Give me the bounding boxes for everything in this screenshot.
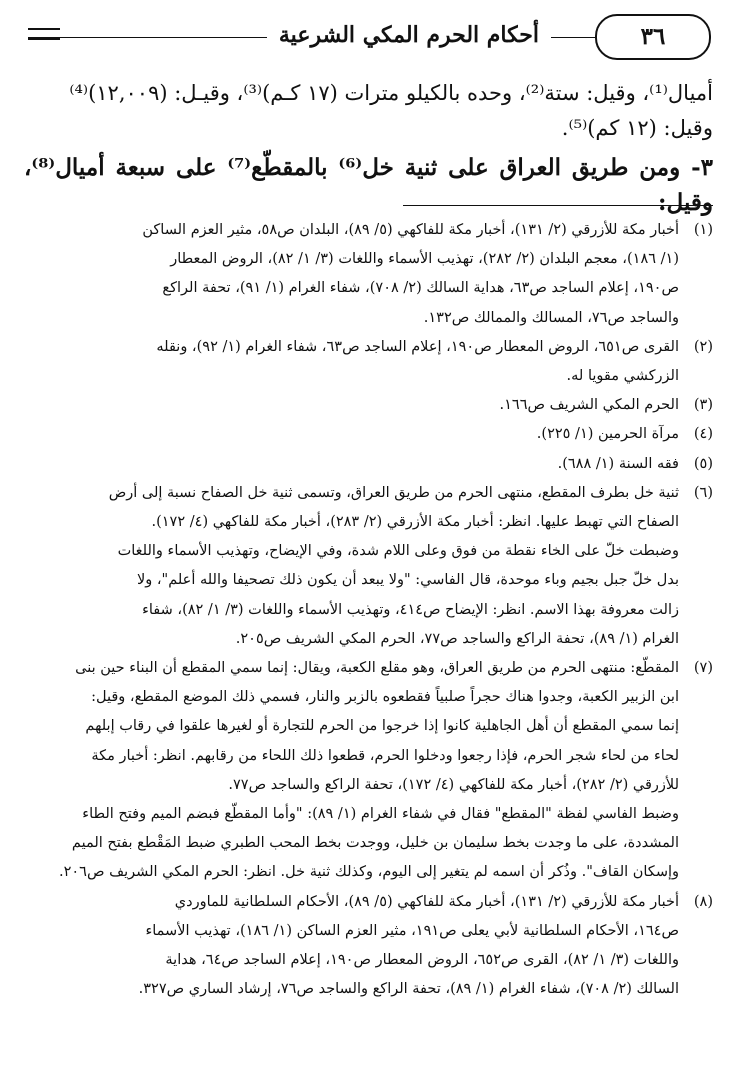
- footnote-line: (١/ ١٨٦)، معجم البلدان (٢/ ٢٨٢)، تهذيب الأسماء واللغات (٣/ ١/ ٨٢)، الروض المعطار: [170, 251, 679, 268]
- footnote-line: الحرم المكي الشريف ص١٦٦.: [499, 397, 679, 414]
- footnote-line: القرى ص٦٥١، الروض المعطار ص١٩٠، إعلام الساجد ص٦٣، شفاء الغرام (١/ ٩٢)، ونقله: [156, 338, 679, 355]
- footnote-number: (١): [693, 222, 713, 238]
- footnote-line: وضبط الفاسي لفظة "المقطع" فقال في شفاء الغرام (١/ ٨٩): "وأما المقطّع فبضم الميم وفتح الطاء: [82, 806, 679, 823]
- footnotes: [24, 216, 713, 1004]
- main-line: وقيل: (١٢ كم)⁽⁵⁾.: [561, 116, 713, 140]
- running-title: أحكام الحرم المكي الشرعية: [267, 20, 551, 50]
- footnote: [24, 450, 713, 479]
- footnote-number: (٣): [693, 397, 713, 414]
- footnote-number: (٢): [693, 338, 713, 355]
- footnote-line: ص١٩٠، إعلام الساجد ص٦٣، هداية السالك (٢/ ٧٠٨)، شفاء الغرام (١/ ٩١)، تحفة الراكع: [162, 280, 679, 297]
- footnote-line: للأزرقي (٢/ ٢٨٢)، أخبار مكة للفاكهي (٤/ ١٧٢)، تحفة الراكع والساجد ص٧٧.: [228, 776, 679, 793]
- footnote-line: الغرام (١/ ٨٩)، تحفة الراكع والساجد ص٧٧، الحرم المكي الشريف ص٢٠٥.: [235, 630, 679, 647]
- footnote-number: (٦): [693, 484, 713, 501]
- footnote: [24, 333, 713, 391]
- footnote-line: زالت معروفة بهذا الاسم. انظر: الإيضاح ص٤١٤، وتهذيب الأسماء واللغات (٣/ ١/ ٨٢)، شفاء: [142, 601, 679, 618]
- footnote: [24, 479, 713, 654]
- footnote-line: إنما سمي المقطع أن أهل الجاهلية كانوا إذا خرجوا من الحرم للتجارة أو لغيرها علقوا في رقاب إبلهم: [85, 718, 679, 735]
- page-header: [28, 14, 711, 60]
- footnote-line: المقطّع: منتهى الحرم من طريق العراق، وهو مقلع الكعبة، ويقال: إنما سمي المقطع أن البناء حين بنى: [75, 660, 679, 677]
- footnote-line: ص١٦٤، الأحكام السلطانية لأبي يعلى ص١٩١، مثير العزم الساكن (١/ ١٨٦)، تهذيب الأسماء: [145, 922, 679, 939]
- footnote-line: فقه السنة (١/ ٦٨٨).: [557, 455, 679, 472]
- main-text: [24, 76, 713, 220]
- footnote-line: ابن الزبير الكعبة، وجدوا هناك حجراً صلبياً فقطعوه بالزبر والنار، فسمي ذلك الموضع المقطع، وقيل:: [91, 689, 679, 706]
- footnote-number: (٧): [693, 660, 713, 677]
- footnote: [24, 216, 713, 333]
- footnote: [24, 888, 713, 1005]
- footnote-line: وضبطت خلّ على الخاء نقطة من فوق وعلى اللام شدة، وفي الإيضاح، وتهذيب الأسماء واللغات: [117, 543, 679, 560]
- footnote-line: الصفاح التي تهبط عليها. انظر: أخبار مكة الأزرقي (٢/ ٢٨٣)، أخبار مكة للفاكهي (٤/ ١٧٢).: [151, 514, 679, 531]
- footnote: [24, 420, 713, 449]
- footnote-number: (٤): [693, 426, 713, 443]
- footnote-line: ثنية خل بطرف المقطع، منتهى الحرم من طريق العراق، وتسمى ثنية خل الصفاح نسبة إلى أرض: [108, 484, 679, 501]
- main-line: أميال⁽¹⁾، وقيل: ستة⁽²⁾، وحده بالكيلو مترات (١٧ كـم)⁽³⁾، وقيـل: (١٢,٠٠٩)⁽⁴⁾: [69, 81, 713, 105]
- footnote-line: السالك (٢/ ٧٠٨)، شفاء الغرام (١/ ٨٩)، تحفة الراكع والساجد ص٧٦، إرشاد الساري ص٣٢٧.: [138, 981, 679, 998]
- footnote-number: (٥): [693, 455, 713, 472]
- footnote-line: الزركشي مقويا له.: [566, 368, 679, 385]
- main-heading-line: ٣- ومن طريق العراق على ثنية خل⁽⁶⁾ بالمقطّع⁽⁷⁾ على سبعة أميال⁽⁸⁾، وقيل:: [24, 154, 713, 216]
- footnote: [24, 391, 713, 420]
- footnote-line: بدل خلّ جبل بجيم وباء موحدة، قال الفاسي: "ولا يبعد أن يكون ذلك تصحيفا والله أعلم"، ولا: [137, 572, 679, 589]
- footnote-line: مرآة الحرمين (١/ ٢٢٥).: [536, 426, 679, 443]
- footnote-line: وإسكان القاف". وذُكر أن اسمه لم يتغير إلى اليوم، وكذلك ثنية خل. انظر: الحرم المكي الشريف ص٢٠٦.: [59, 864, 679, 881]
- page-number: ٣٦: [595, 14, 711, 60]
- footnote-line: أخبار مكة للأزرقي (٢/ ١٣١)، أخبار مكة للفاكهي (٥/ ٨٩)، الأحكام السلطانية للماوردي: [174, 893, 679, 910]
- footnote-line: المشددة، على ما وجدت بخط سليمان بن خليل، ووجدت بخط المحب الطبري ضبط المَقْطع بفتح الميم: [71, 835, 679, 852]
- footnote-line: واللغات (٣/ ١/ ٨٢)، القرى ص٦٥٢، الروض المعطار ص١٩٠، إعلام الساجد ص٦٤، هداية: [165, 952, 679, 969]
- header-double-dash: [28, 28, 60, 40]
- footnote-separator: [403, 205, 713, 206]
- footnote-line: لحاء من لحاء شجر الحرم، فإذا رجعوا ودخلوا الحرم، قطعوا ذلك اللحاء من رقابهم. انظر: أخبار مكة: [91, 747, 679, 764]
- footnote-line: أخبار مكة للأزرقي (٢/ ١٣١)، أخبار مكة للفاكهي (٥/ ٨٩)، البلدان ص٥٨، مثير العزم الساكن: [142, 222, 679, 238]
- footnote: [24, 654, 713, 888]
- footnote-line: والساجد ص٧٦، المسالك والممالك ص١٣٢.: [423, 309, 679, 326]
- footnote-number: (٨): [693, 893, 713, 910]
